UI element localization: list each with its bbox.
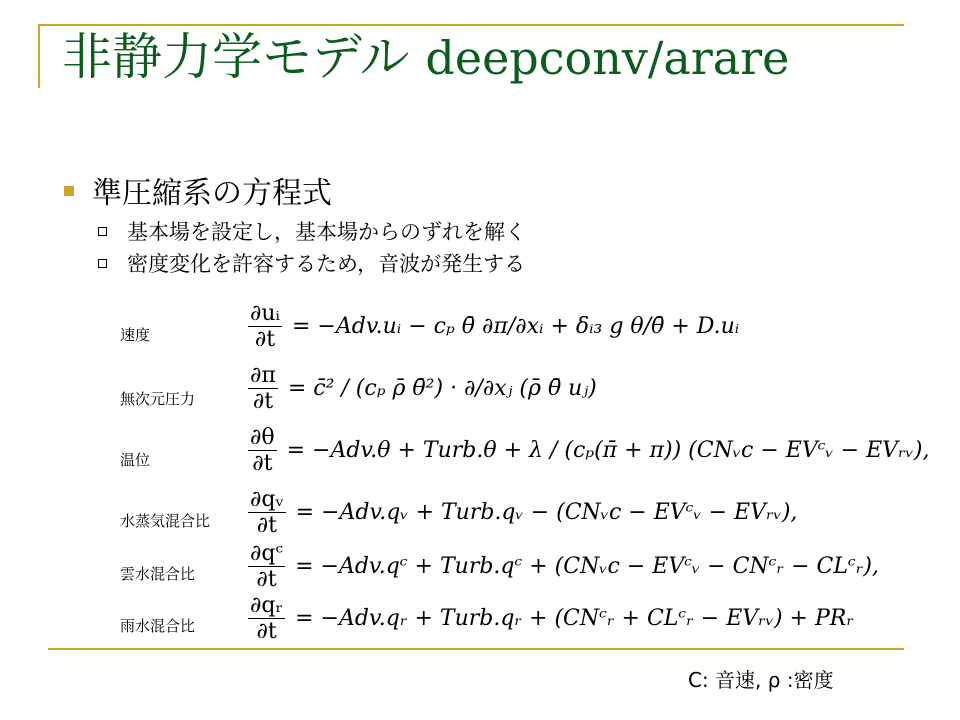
lhs-denominator: ∂t bbox=[252, 389, 274, 415]
rhs: = −Adv.θ + Turb.θ + λ / (cₚ(π̄ + π)) (CNᵥc − EVᶜᵥ − EVᵣᵥ), bbox=[286, 438, 930, 464]
lhs-denominator: ∂t bbox=[256, 513, 277, 539]
footer-note: C: 音速, ρ :密度 bbox=[688, 668, 834, 692]
equation-vapor bbox=[244, 488, 797, 537]
lhs-numerator: ∂qᵣ bbox=[250, 593, 284, 618]
slide-title bbox=[62, 30, 789, 85]
eq-label-rain: 雨水混合比 bbox=[120, 617, 196, 635]
eq-label-vapor: 水蒸気混合比 bbox=[120, 512, 211, 530]
bottom-rule bbox=[48, 648, 904, 650]
lhs-numerator: ∂qᶜ bbox=[250, 541, 284, 566]
rhs: = c̄² / (cₚ ρ̄ θ̄²) · ∂/∂xⱼ (ρ̄ θ̄ uⱼ) bbox=[287, 376, 597, 402]
equation-potential-temperature bbox=[244, 426, 929, 475]
title-japanese: 非静力学モデル bbox=[62, 28, 410, 86]
rhs: = −Adv.qᵣ + Turb.qᵣ + (CNᶜᵣ + CLᶜᵣ − EVᵣᵥ) + PRᵣ bbox=[295, 606, 854, 632]
top-rule bbox=[38, 24, 904, 26]
eq-label-velocity: 速度 bbox=[120, 326, 151, 344]
subitem-text: 密度変化を許容するため，音波が発生する bbox=[127, 252, 526, 276]
lhs-fraction bbox=[248, 542, 285, 591]
lhs-fraction bbox=[248, 594, 285, 643]
lhs-numerator: ∂qᵥ bbox=[250, 487, 284, 512]
lhs-denominator: ∂t bbox=[252, 451, 273, 477]
equation-rain bbox=[244, 594, 854, 643]
hollow-square-bullet-icon bbox=[98, 227, 107, 236]
eq-label-pressure: 無次元圧力 bbox=[120, 390, 196, 408]
subitem-2 bbox=[98, 248, 525, 278]
lhs-denominator: ∂t bbox=[256, 619, 277, 645]
title-english: deepconv/arare bbox=[425, 31, 790, 85]
heading: 準圧縮系の方程式 bbox=[92, 176, 332, 211]
hollow-square-bullet-icon bbox=[98, 259, 107, 268]
lhs-fraction bbox=[248, 426, 277, 475]
lhs-fraction bbox=[248, 302, 282, 351]
eq-label-potential-temperature: 温位 bbox=[120, 451, 151, 469]
rhs: = −Adv.uᵢ − cₚ θ̄ ∂π/∂xᵢ + δᵢ₃ g θ/θ̄ + D.uᵢ bbox=[291, 314, 740, 340]
left-rule bbox=[38, 24, 40, 88]
lhs-numerator: ∂uᵢ bbox=[250, 301, 280, 326]
lhs-numerator: ∂θ bbox=[250, 425, 275, 450]
lhs-numerator: ∂π bbox=[250, 363, 276, 388]
subitem-1 bbox=[98, 216, 526, 246]
eq-label-cloud: 雲水混合比 bbox=[120, 565, 196, 583]
square-bullet-icon bbox=[64, 186, 74, 196]
equation-velocity bbox=[244, 302, 739, 351]
lhs-denominator: ∂t bbox=[256, 567, 277, 593]
lhs-fraction bbox=[248, 364, 278, 413]
equation-cloud bbox=[244, 542, 879, 591]
lhs-fraction bbox=[248, 488, 286, 537]
lhs-denominator: ∂t bbox=[254, 327, 276, 353]
equation-pressure bbox=[244, 364, 597, 413]
subitem-text: 基本場を設定し，基本場からのずれを解く bbox=[127, 220, 526, 244]
rhs: = −Adv.qᵥ + Turb.qᵥ − (CNᵥc − EVᶜᵥ − EVᵣᵥ), bbox=[295, 500, 798, 526]
rhs: = −Adv.qᶜ + Turb.qᶜ + (CNᵥc − EVᶜᵥ − CNᶜᵣ − CLᶜᵣ), bbox=[295, 554, 879, 580]
